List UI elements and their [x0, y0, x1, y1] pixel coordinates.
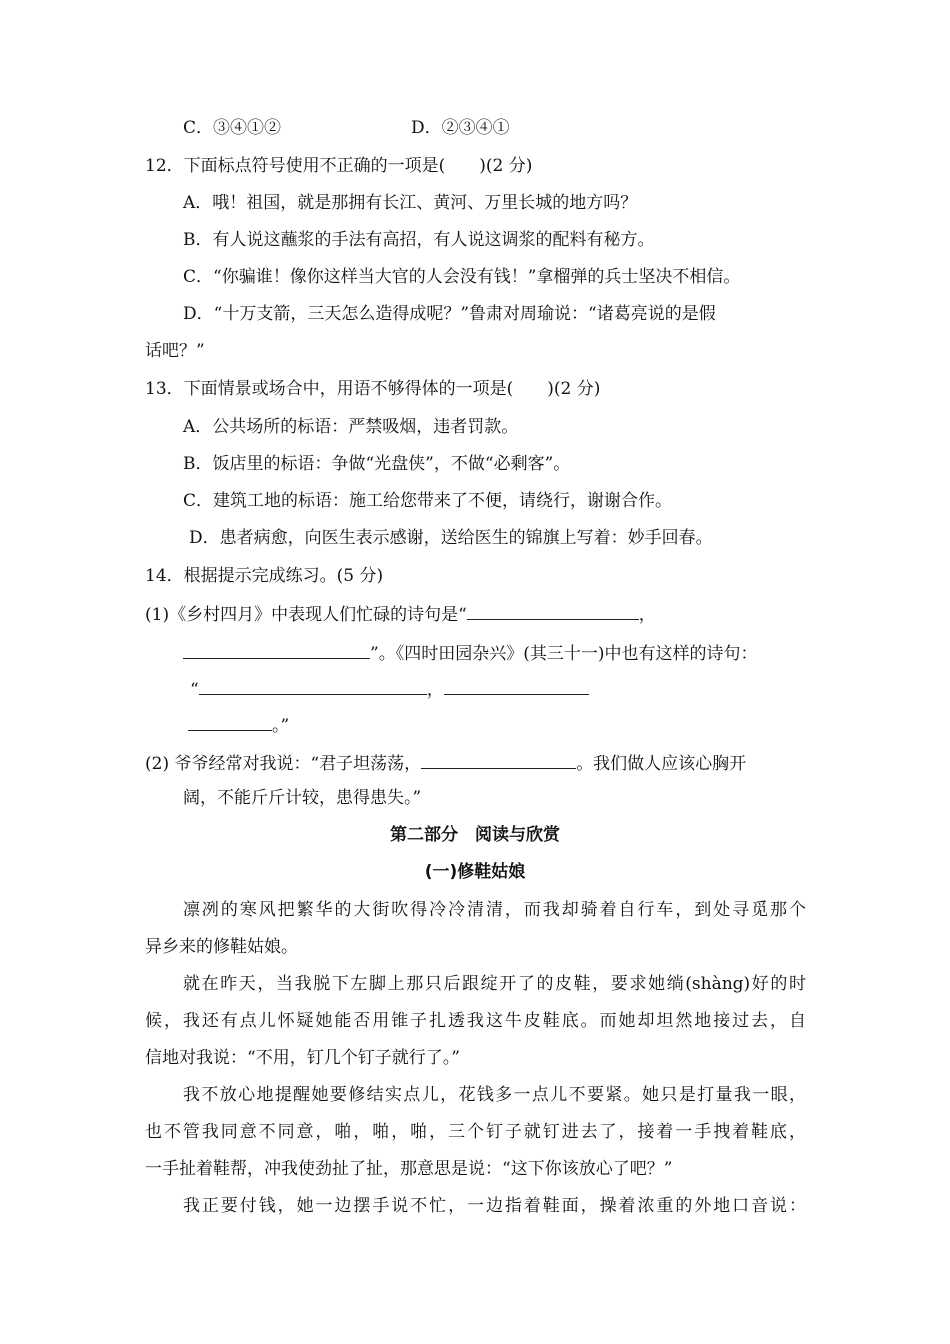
answer-blank-2[interactable]	[183, 640, 370, 659]
comma-mark: ，	[426, 680, 444, 700]
open-quote: “	[190, 680, 199, 700]
q12-option-a: A．哦！祖国，就是那拥有长江、黄河、万里长城的地方吗？	[183, 193, 638, 213]
q14-part1-line1	[145, 601, 656, 627]
passage-p2-line1: 就在昨天，当我脱下左脚上那只后跟绽开了的皮鞋，要求她绱(shàng)好的时	[183, 974, 806, 994]
q11-option-d: D．②③④①	[411, 118, 510, 138]
passage-p2-line2: 候，我还有点儿怀疑她能否用锥子扎透我这牛皮鞋底。而她却坦然地接过去，自	[145, 1011, 806, 1031]
passage-p1-line2: 异乡来的修鞋姑娘。	[145, 937, 298, 957]
q12-option-b: B．有人说这蘸浆的手法有高招，有人说这调浆的配料有秘方。	[183, 230, 655, 250]
q14-stem: 14．根据提示完成练习。(5 分)	[145, 566, 384, 586]
end-quote: 。”	[272, 716, 290, 736]
passage-title: (一)修鞋姑娘	[424, 862, 526, 882]
passage-p3-line2: 也不管我同意不同意，啪，啪，啪，三个钉子就钉进去了，接着一手拽着鞋底，	[145, 1122, 806, 1142]
q12-option-d-line2: 话吧？”	[145, 341, 205, 361]
q12-option-c: C．“你骗谁！像你这样当大官的人会没有钱！”拿榴弹的兵士坚决不相信。	[183, 267, 741, 287]
q12-stem: 12．下面标点符号使用不正确的一项是( )(2 分)	[145, 156, 533, 176]
q11-option-c: C．③④①②	[183, 118, 282, 138]
q13-option-a: A．公共场所的标语：严禁吸烟，违者罚款。	[183, 417, 519, 437]
answer-blank-5[interactable]	[188, 712, 272, 731]
answer-blank-4[interactable]	[444, 676, 589, 695]
passage-p2-line3: 信地对我说：“不用，钉几个钉子就行了。”	[145, 1048, 460, 1068]
q13-option-d: D．患者病愈，向医生表示感谢，送给医生的锦旗上写着：妙手回春。	[189, 528, 713, 548]
q14-part2-suffix: 。我们做人应该心胸开	[576, 754, 747, 774]
q12-option-d-line1: D．“十万支箭，三天怎么造得成呢？”鲁肃对周瑜说：“诸葛亮说的是假	[183, 304, 716, 324]
q14-part2-prefix: (2) 爷爷经常对我说：“君子坦荡荡，	[145, 754, 422, 774]
passage-p1-line1: 凛冽的寒风把繁华的大街吹得冷冷清清，而我却骑着自行车，到处寻觅那个	[183, 900, 806, 920]
q14-part1-line4	[188, 712, 289, 738]
q14-part1-line3	[190, 676, 589, 702]
comma-mark: ，	[638, 605, 656, 625]
q14-part1-prefix: (1)《乡村四月》中表现人们忙碌的诗句是“	[145, 605, 467, 625]
q14-part1-line2	[183, 640, 757, 666]
q13-option-c: C．建筑工地的标语：施工给您带来了不便，请绕行，谢谢合作。	[183, 491, 673, 511]
q14-part1-mid: ”。《四时田园杂兴》(其三十一)中也有这样的诗句：	[370, 644, 758, 664]
answer-blank-1[interactable]	[467, 601, 639, 620]
q13-stem: 13．下面情景或场合中，用语不够得体的一项是( )(2 分)	[145, 379, 601, 399]
passage-p4-line1: 我正要付钱，她一边摆手说不忙，一边指着鞋面，操着浓重的外地口音说：	[183, 1196, 806, 1216]
q14-part2-line1	[145, 750, 746, 776]
passage-p3-line1: 我不放心地提醒她要修结实点儿，花钱多一点儿不要紧。她只是打量我一眼，	[183, 1085, 806, 1105]
passage-p3-line3: 一手扯着鞋帮，冲我使劲扯了扯，那意思是说：“这下你该放心了吧？”	[145, 1159, 673, 1179]
answer-blank-6[interactable]	[421, 750, 576, 769]
section-title: 第二部分 阅读与欣赏	[390, 825, 560, 845]
q13-option-b: B．饭店里的标语：争做“光盘侠”，不做“必剩客”。	[183, 454, 571, 474]
q14-part2-line2: 阔，不能斤斤计较，患得患失。”	[183, 788, 422, 808]
answer-blank-3[interactable]	[199, 676, 427, 695]
